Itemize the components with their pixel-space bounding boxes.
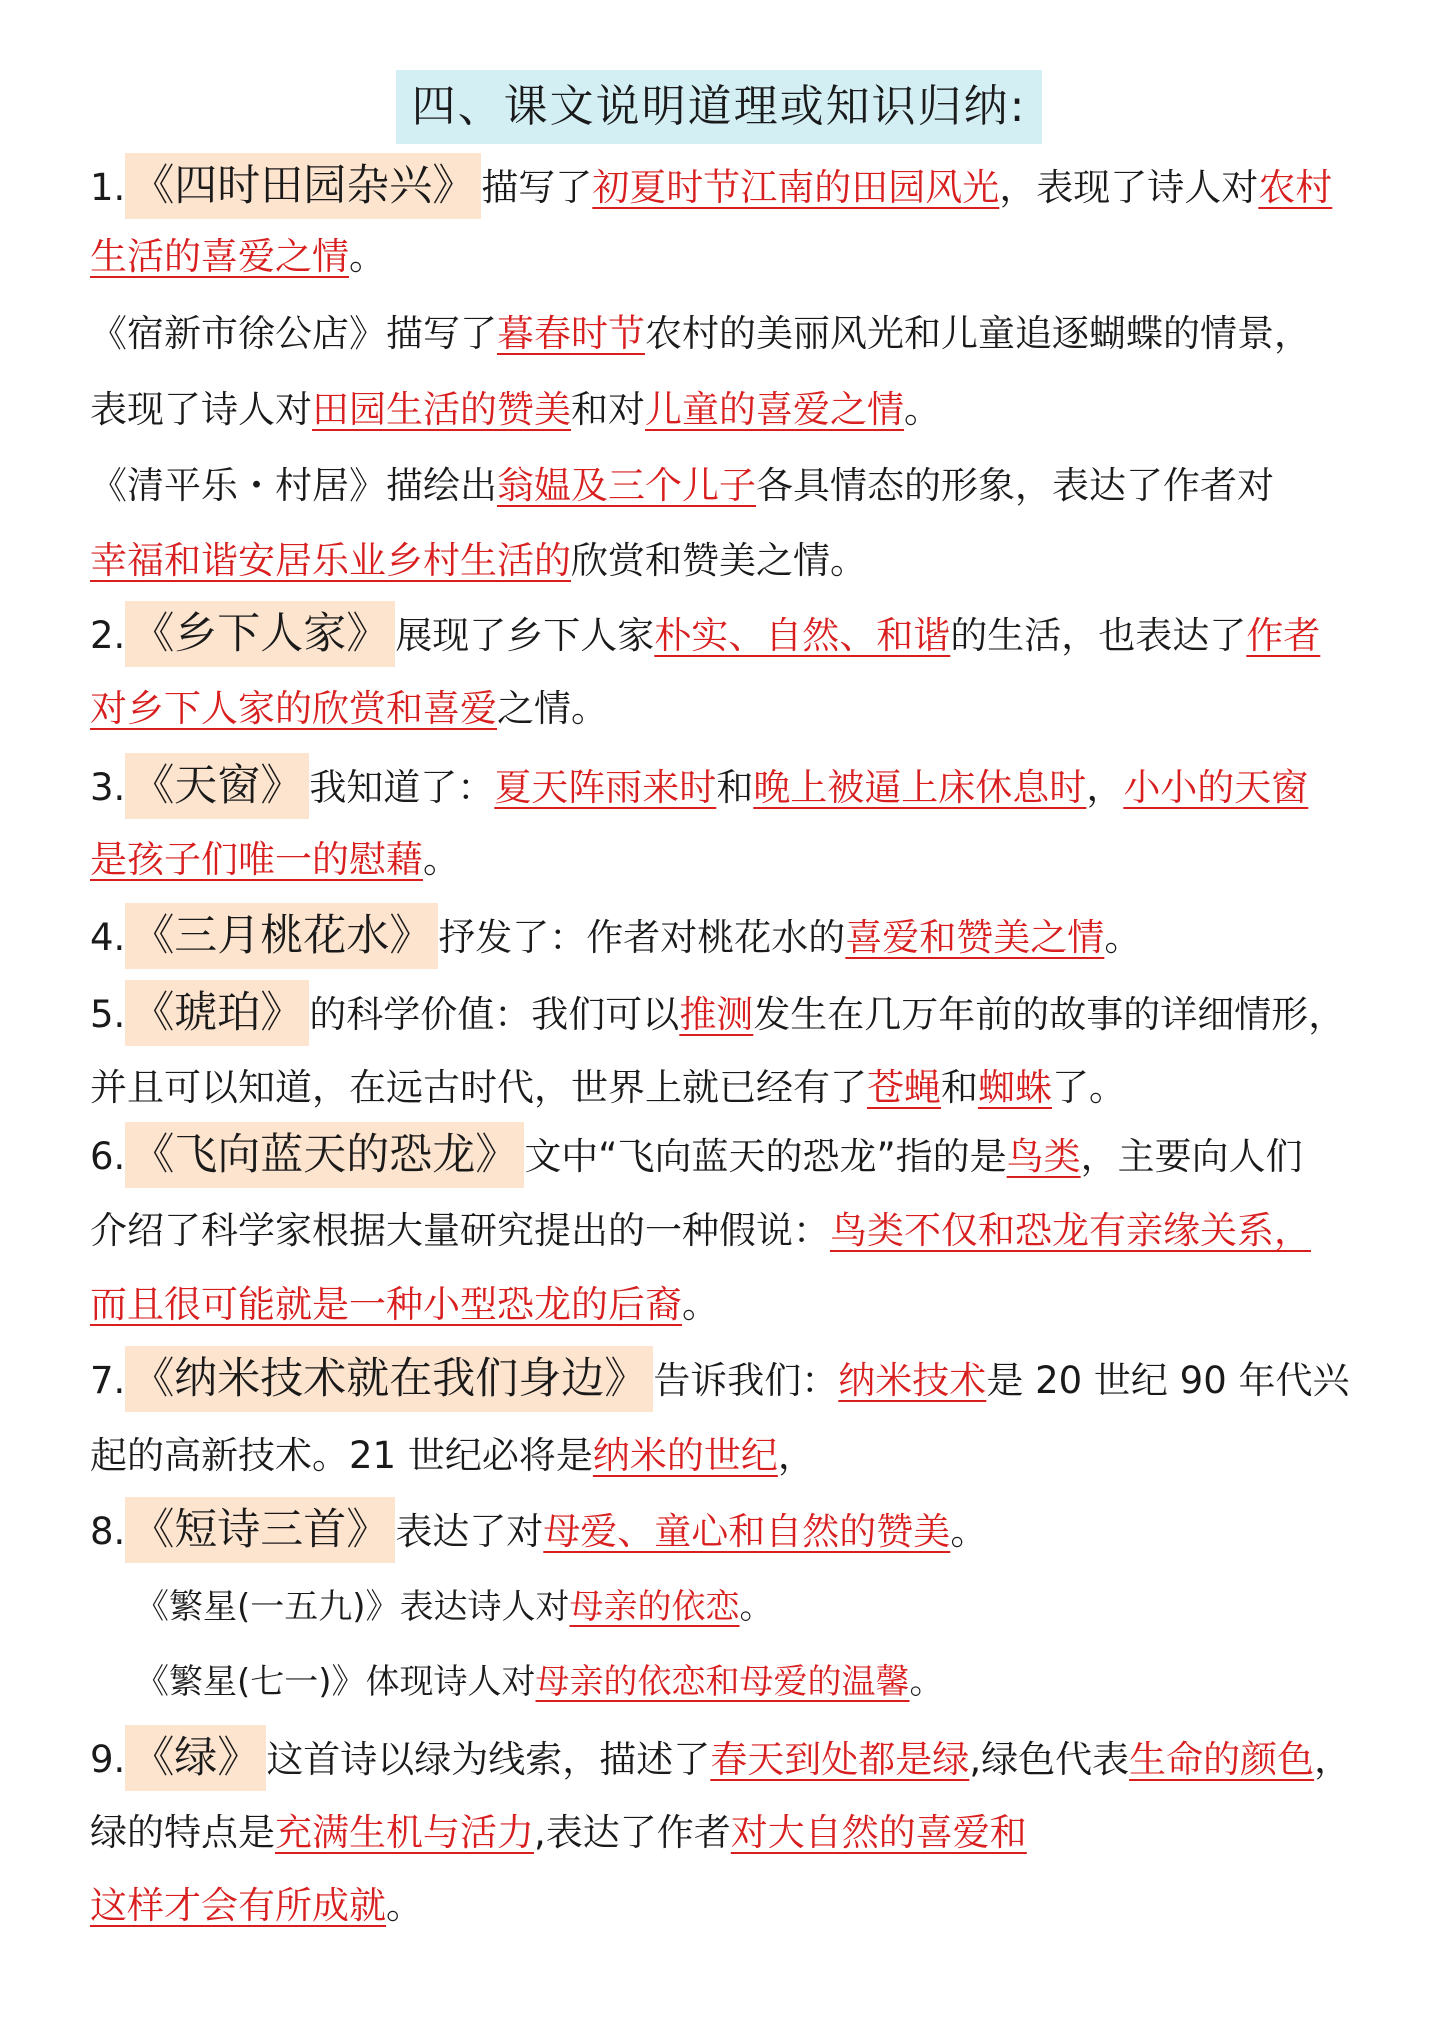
text-line bbox=[90, 985, 1345, 1043]
text-line bbox=[90, 1351, 1350, 1409]
text-line bbox=[90, 1730, 1351, 1788]
highlighted-answer: 对大自然的喜爱和 bbox=[730, 1811, 1027, 1854]
body-text: 文中“飞向蓝天的恐龙”指的是 bbox=[524, 1135, 1007, 1178]
highlighted-answer: 蜘蛛 bbox=[978, 1066, 1052, 1109]
body-text: 我知道了： bbox=[309, 766, 495, 809]
highlighted-answer: 纳米技术 bbox=[838, 1359, 987, 1402]
body-text: ，表现了诗人对 bbox=[999, 166, 1259, 209]
text-line bbox=[90, 1060, 1126, 1116]
highlighted-answer: 幸福和谐安居乐业乡村生活的 bbox=[90, 539, 571, 582]
body-text: 。 bbox=[909, 1662, 944, 1702]
body-text: 起的高新技术。21 世纪必将是 bbox=[90, 1434, 593, 1477]
text-line bbox=[90, 606, 1320, 664]
highlighted-answer: 生命的颜色 bbox=[1129, 1738, 1315, 1781]
highlighted-answer: 春天到处都是绿 bbox=[710, 1738, 970, 1781]
item-number: 4. bbox=[90, 916, 126, 959]
body-text: 各具情态的形象，表达了作者对 bbox=[756, 464, 1274, 507]
highlighted-answer: 田园生活的赞美 bbox=[312, 388, 571, 431]
body-text: 展现了乡下人家 bbox=[395, 614, 655, 657]
book-title: 《天窗》 bbox=[125, 753, 309, 819]
text-line bbox=[90, 1203, 1311, 1259]
body-text: 。 bbox=[682, 1283, 719, 1326]
body-text: 。 bbox=[349, 235, 386, 278]
highlighted-answer: 农村 bbox=[1258, 166, 1333, 209]
book-title: 《短诗三首》 bbox=[125, 1497, 395, 1563]
highlighted-answer: 母亲的依恋和母爱的温馨 bbox=[535, 1662, 910, 1702]
body-text: 表现了诗人对 bbox=[90, 388, 312, 431]
body-text: 表达了对 bbox=[395, 1510, 544, 1553]
body-text: 告诉我们： bbox=[653, 1359, 839, 1402]
highlighted-answer: 鸟类 bbox=[1006, 1135, 1081, 1178]
body-text: 《宿新市徐公店》描写了 bbox=[90, 312, 497, 355]
item-number: 6. bbox=[90, 1135, 126, 1178]
text-line bbox=[90, 533, 867, 589]
highlighted-answer: 而且很可能就是一种小型恐龙的后裔 bbox=[90, 1283, 682, 1326]
book-title: 《纳米技术就在我们身边》 bbox=[125, 1346, 653, 1412]
highlighted-answer: 母爱、童心和自然的赞美 bbox=[543, 1510, 951, 1553]
book-title: 《三月桃花水》 bbox=[125, 903, 438, 969]
text-line bbox=[135, 1579, 774, 1635]
body-text: 的生活，也表达了 bbox=[950, 614, 1247, 657]
highlighted-answer: 母亲的依恋 bbox=[569, 1587, 740, 1627]
body-text: 介绍了科学家根据大量研究提出的一种假说： bbox=[90, 1209, 830, 1252]
text-line bbox=[90, 908, 1141, 966]
body-text: 了。 bbox=[1052, 1066, 1126, 1109]
book-title: 《四时田园杂兴》 bbox=[125, 153, 481, 219]
text-line bbox=[90, 1805, 1027, 1861]
text-line bbox=[90, 1428, 815, 1484]
page-title: 四、课文说明道理或知识归纳: bbox=[396, 70, 1043, 144]
highlighted-answer: 这样才会有所成就 bbox=[90, 1884, 386, 1927]
body-text: 和对 bbox=[571, 388, 645, 431]
body-text: 。 bbox=[386, 1884, 423, 1927]
highlighted-answer: 暮春时节 bbox=[497, 312, 645, 355]
body-text: ,表达了作者 bbox=[534, 1811, 731, 1854]
text-line bbox=[90, 1277, 719, 1333]
body-text: 发生在几万年前的故事的详细情形， bbox=[753, 993, 1346, 1036]
body-text: 并且可以知道，在远古时代，世界上就已经有了 bbox=[90, 1066, 867, 1109]
body-text: ,绿色代表 bbox=[969, 1738, 1130, 1781]
highlighted-answer: 充满生机与活力 bbox=[275, 1811, 534, 1854]
text-line bbox=[90, 1127, 1303, 1185]
book-title: 《飞向蓝天的恐龙》 bbox=[125, 1122, 524, 1188]
body-text: 抒发了：作者对桃花水的 bbox=[438, 916, 846, 959]
highlighted-answer: 小小的天窗 bbox=[1123, 766, 1309, 809]
text-line bbox=[90, 458, 1274, 514]
body-text: 和 bbox=[941, 1066, 978, 1109]
body-text: 和 bbox=[716, 766, 754, 809]
text-line bbox=[90, 1502, 987, 1560]
item-number: 1. bbox=[90, 166, 126, 209]
body-text: 欣赏和赞美之情。 bbox=[571, 539, 867, 582]
highlighted-answer: 苍蝇 bbox=[867, 1066, 941, 1109]
body-text: 绿的特点是 bbox=[90, 1811, 275, 1854]
text-line bbox=[135, 1654, 944, 1710]
highlighted-answer: 初夏时节江南的田园风光 bbox=[592, 166, 1000, 209]
body-text: 这首诗以绿为线索，描述了 bbox=[266, 1738, 711, 1781]
body-text: ，主要向人们 bbox=[1080, 1135, 1303, 1178]
body-text: 是 20 世纪 90 年代兴 bbox=[986, 1359, 1350, 1402]
highlighted-answer: 鸟类不仅和恐龙有亲缘关系， bbox=[830, 1209, 1311, 1252]
text-line bbox=[90, 681, 608, 737]
highlighted-answer: 夏天阵雨来时 bbox=[494, 766, 717, 809]
body-text: 描写了 bbox=[481, 166, 593, 209]
body-text: 《繁星(一五九)》表达诗人对 bbox=[135, 1587, 570, 1627]
highlighted-answer: 翁媪及三个儿子 bbox=[497, 464, 756, 507]
highlighted-answer: 是孩子们唯一的慰藉 bbox=[90, 838, 423, 881]
text-line bbox=[90, 758, 1308, 816]
item-number: 7. bbox=[90, 1359, 126, 1402]
highlighted-answer: 纳米的世纪 bbox=[592, 1434, 778, 1477]
text-line bbox=[90, 306, 1311, 362]
item-number: 5. bbox=[90, 993, 126, 1036]
item-number: 8. bbox=[90, 1510, 126, 1553]
title-wrap bbox=[0, 70, 1438, 144]
text-line bbox=[90, 229, 386, 285]
book-title: 《琥珀》 bbox=[125, 980, 309, 1046]
body-text: 的科学价值：我们可以 bbox=[309, 993, 680, 1036]
highlighted-answer: 推测 bbox=[679, 993, 754, 1036]
book-title: 《绿》 bbox=[125, 1725, 266, 1791]
body-text: ， bbox=[777, 1434, 815, 1477]
highlighted-answer: 生活的喜爱之情 bbox=[90, 235, 349, 278]
text-line bbox=[90, 158, 1332, 216]
book-title: 《乡下人家》 bbox=[125, 601, 395, 667]
highlighted-answer: 喜爱和赞美之情 bbox=[845, 916, 1105, 959]
body-text: ， bbox=[1314, 1738, 1352, 1781]
body-text: 《清平乐・村居》描绘出 bbox=[90, 464, 497, 507]
highlighted-answer: 对乡下人家的欣赏和喜爱 bbox=[90, 687, 497, 730]
body-text: 之情。 bbox=[497, 687, 608, 730]
body-text: ， bbox=[1086, 766, 1124, 809]
item-number: 2. bbox=[90, 614, 126, 657]
body-text: 。 bbox=[950, 1510, 988, 1553]
body-text: 。 bbox=[904, 388, 941, 431]
text-line bbox=[90, 382, 941, 438]
body-text: 。 bbox=[423, 838, 460, 881]
body-text: 农村的美丽风光和儿童追逐蝴蝶的情景， bbox=[645, 312, 1311, 355]
highlighted-answer: 作者 bbox=[1246, 614, 1321, 657]
body-text: 。 bbox=[1104, 916, 1142, 959]
highlighted-answer: 晚上被逼上床休息时 bbox=[753, 766, 1087, 809]
item-number: 3. bbox=[90, 766, 126, 809]
text-line bbox=[90, 1878, 423, 1934]
highlighted-answer: 儿童的喜爱之情 bbox=[645, 388, 904, 431]
body-text: 《繁星(七一)》体现诗人对 bbox=[135, 1662, 536, 1702]
body-text: 。 bbox=[739, 1587, 774, 1627]
text-line bbox=[90, 832, 460, 888]
item-number: 9. bbox=[90, 1738, 126, 1781]
highlighted-answer: 朴实、自然、和谐 bbox=[654, 614, 951, 657]
